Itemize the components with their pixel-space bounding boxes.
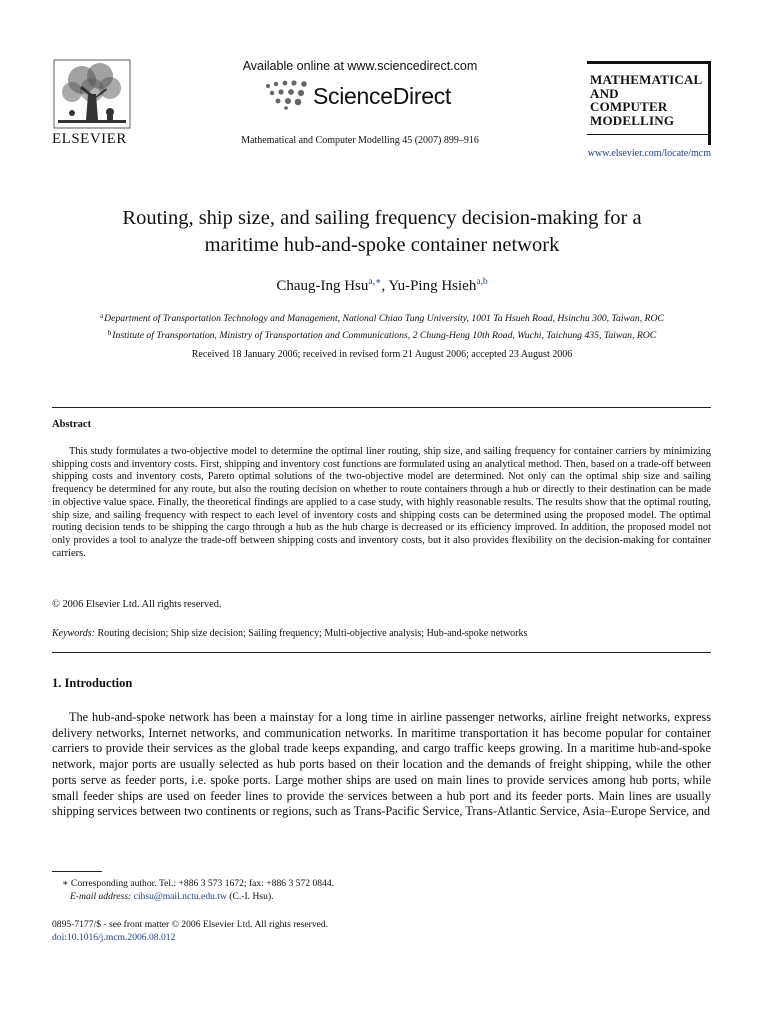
journal-title-line: MODELLING — [590, 112, 675, 128]
author-affiliation-marks[interactable]: a,∗ — [368, 277, 382, 287]
sciencedirect-brand: ScienceDirect — [313, 83, 451, 109]
abstract-body — [52, 446, 711, 560]
article-title — [52, 205, 712, 259]
abstract-paragraph: This study formulates a two-objective model to determine the optimal liner routing, ship size, and sailing frequency for container carriers by minimizing shipping costs and inventory costs. First, shipping and inventory cost functions are formulated using an analytical method. Then, based on a trade-off between shipping costs and inventory costs, Pareto optimal solutions of the two-objective model are determined. Not only can the optimal ship size and sailing frequency be determined for any route, but also the routing decision on whether to route containers through a hub or directly to their destination can be made in objective value space. Finally, the theoretical findings are applied to a case study, with highly reasonable results. The results show that the optimal routing, ship size, and sailing frequency with respect to each level of inventory costs and shipping costs can be determined using the proposed model. The optimal routing decision tends to be shipping the cargo through a hub as the hub charge is decreased or its efficiency improved. In addition, the proposed model not only provides a tool to analyze the trade-off between shipping costs and inventory costs, but it also provides flexibility on the decision-making for container carriers. — [52, 446, 711, 559]
affiliation-mark: a — [100, 312, 104, 320]
abstract-heading: Abstract — [52, 419, 92, 430]
issn-line: 0895-7177/$ - see front matter © 2006 Elsevier Ltd. All rights reserved. — [52, 919, 329, 930]
author-affiliation-marks[interactable]: a,b — [476, 277, 488, 287]
email-link[interactable]: cihsu@mail.nctu.edu.tw — [133, 891, 227, 902]
corresponding-author-footnote: ∗ Corresponding author. Tel.: +886 3 573 1672; fax: +886 3 572 0844. — [62, 878, 335, 889]
sciencedirect-dots-icon — [262, 78, 312, 110]
publisher-name: ELSEVIER — [52, 131, 127, 147]
abstract-copyright: © 2006 Elsevier Ltd. All rights reserved. — [52, 599, 222, 610]
affiliation-mark: b — [107, 329, 112, 337]
available-online-text: Available online at www.sciencedirect.com — [242, 59, 478, 73]
section-heading-introduction: 1. Introduction — [52, 676, 133, 690]
affiliation-a — [52, 309, 712, 326]
author-name[interactable]: Chaug-Ing Hsu — [276, 278, 369, 294]
author-list — [52, 276, 712, 295]
elsevier-tree-logo-icon — [52, 58, 132, 130]
introduction-paragraph: The hub-and-spoke network has been a mainstay for a long time in airline passenger networks, airline freight networks, express delivery networks, Internet networks, and communication networks. In maritime transportation it has become popular for container carriers to provide their services as the global trade keeps expanding, and cargo traffic keeps growing. In a maritime hub-and-spoke network, major ports are usually selected as hub ports based on their location and the demands of freight shipping, while the other ports serve as feeder ports, i.e. spoke ports. Large mother ships are used on main lines to provide services among hub ports, while small feeder ships are used on feeder lines to provide the services between a hub port and its feeder ports. Main lines are usually shipping services between two continents or regions, such as Trans-Pacific Service, Trans-Atlantic Service, Asia–Europe Service, and — [52, 710, 711, 819]
email-label: E-mail address: — [70, 891, 132, 902]
abstract-bottom-rule — [52, 652, 711, 653]
author-separator: , — [381, 278, 389, 294]
abstract-top-rule — [52, 407, 711, 408]
affiliations — [52, 309, 712, 343]
received-dates: Received 18 January 2006; received in revised form 21 August 2006; accepted 23 August 2006 — [191, 349, 573, 360]
journal-box-side-rule — [708, 61, 711, 145]
introduction-body — [52, 710, 711, 820]
journal-title-line: MATHEMATICAL — [590, 72, 703, 87]
keywords-list: Routing decision; Ship size decision; Sailing frequency; Multi-objective analysis; Hub-and-spoke networks — [97, 628, 528, 639]
affiliation-text: Department of Transportation Technology and Management, National Chiao Tung University, 1001 Ta Hsueh Road, Hsinchu 300, Taiwan, ROC — [104, 313, 664, 324]
footnote-rule — [52, 871, 102, 872]
keywords — [52, 628, 527, 639]
journal-box-top-rule — [587, 61, 711, 64]
affiliation-b — [52, 326, 712, 343]
journal-title-line: AND — [590, 85, 619, 101]
affiliation-text: Institute of Transportation, Ministry of Transportation and Communications, 2 Chung-Heng 10th Road, Wuchi, Taichung 435, Taiwan, ROC — [112, 330, 657, 341]
email-suffix: (C.-I. Hsu). — [226, 891, 274, 902]
article-title-line: maritime hub-and-spoke container network — [204, 234, 560, 256]
email-footnote — [70, 891, 274, 902]
journal-box-bottom-rule — [587, 134, 708, 135]
doi-link[interactable]: doi:10.1016/j.mcm.2006.08.012 — [52, 932, 176, 943]
journal-title-line: COMPUTER — [590, 99, 668, 114]
author-name[interactable]: Yu-Ping Hsieh — [388, 278, 477, 294]
keywords-label: Keywords: — [52, 628, 95, 639]
journal-url-link[interactable]: www.elsevier.com/locate/mcm — [587, 148, 711, 159]
journal-citation: Mathematical and Computer Modelling 45 (2007) 899–916 — [241, 135, 479, 146]
article-title-line: Routing, ship size, and sailing frequency decision-making for a — [122, 207, 642, 229]
journal-title — [590, 73, 702, 127]
